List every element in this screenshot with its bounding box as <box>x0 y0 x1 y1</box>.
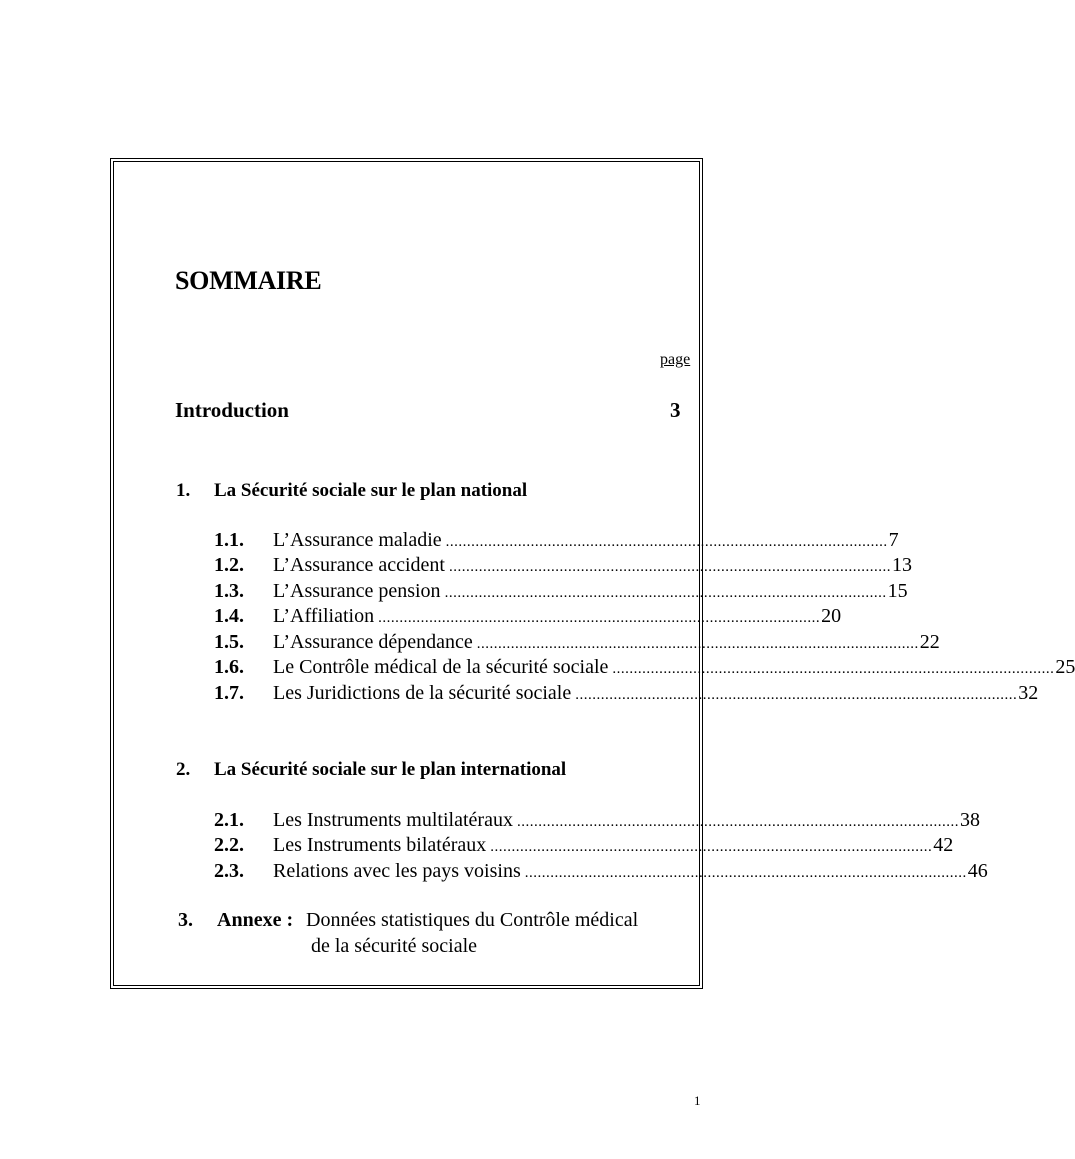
toc-entry[interactable] <box>214 655 1075 679</box>
dot-leader: ........................................................................................................ <box>476 636 919 652</box>
toc-entry-label: Relations avec les pays voisins <box>273 860 521 882</box>
toc-entry-label: L’Assurance pension <box>273 580 441 602</box>
toc-entry-label: Les Instruments bilatéraux <box>273 834 487 856</box>
toc-entry-number: 2.3. <box>214 860 244 882</box>
page-column-header: page <box>660 351 691 368</box>
toc-entry-page: 15 <box>887 580 908 602</box>
toc-entry-number: 1.6. <box>214 656 244 678</box>
toc-entry-page: 38 <box>959 809 980 831</box>
toc-entry-label: L’Assurance dépendance <box>273 631 473 653</box>
introduction-page-number: 3 <box>670 398 681 422</box>
toc-entry-page: 42 <box>933 834 954 856</box>
toc-entry-number: 1.2. <box>214 554 244 576</box>
dot-leader: ........................................................................................................ <box>524 865 967 881</box>
toc-entry-label: L’Assurance accident <box>273 554 445 576</box>
section-2-number: 2. <box>176 759 191 780</box>
section-2-title: La Sécurité sociale sur le plan international <box>214 759 567 780</box>
toc-entry-number: 1.4. <box>214 605 244 627</box>
toc-entry-number: 1.5. <box>214 631 244 653</box>
toc-entry[interactable] <box>214 859 988 883</box>
toc-entry-label: Les Juridictions de la sécurité sociale <box>273 682 572 704</box>
introduction-heading: Introduction <box>175 398 289 422</box>
dot-leader: ........................................................................................................ <box>575 687 1018 703</box>
toc-entry-label: Le Contrôle médical de la sécurité sociale <box>273 656 609 678</box>
annexe-label: Annexe : <box>217 909 294 931</box>
toc-entry-page: 20 <box>821 605 842 627</box>
toc-entry[interactable] <box>214 604 842 628</box>
dot-leader: ........................................................................................................ <box>490 839 933 855</box>
toc-entry-label: L’Assurance maladie <box>273 529 442 551</box>
dot-leader: ........................................................................................................ <box>448 559 891 575</box>
toc-entry-number: 1.1. <box>214 529 244 551</box>
toc-entry-label: Les Instruments multilatéraux <box>273 809 513 831</box>
dot-leader: ........................................................................................................ <box>516 814 959 830</box>
toc-entry-page: 25 <box>1055 656 1075 678</box>
section-1-number: 1. <box>176 480 191 501</box>
document-title: SOMMAIRE <box>175 266 322 295</box>
footer-page-number: 1 <box>694 1093 701 1108</box>
toc-entry-page: 22 <box>919 631 940 653</box>
annexe-description-line1: Données statistiques du Contrôle médical <box>306 909 639 931</box>
toc-entry-number: 1.3. <box>214 580 244 602</box>
dot-leader: ........................................................................................................ <box>445 534 888 550</box>
toc-entry-label: L’Affiliation <box>273 605 375 627</box>
annexe-number: 3. <box>178 909 193 931</box>
toc-entry[interactable] <box>214 833 954 857</box>
annexe-description-line2: de la sécurité sociale <box>311 935 478 957</box>
toc-entry[interactable] <box>214 630 940 654</box>
toc-entry-page: 46 <box>967 860 988 882</box>
toc-entry-page: 13 <box>891 554 912 576</box>
section-1-title: La Sécurité sociale sur le plan national <box>214 480 528 501</box>
toc-entry[interactable] <box>214 579 908 603</box>
dot-leader: ........................................................................................................ <box>444 585 887 601</box>
toc-entry[interactable] <box>214 553 912 577</box>
toc-entry[interactable] <box>214 808 980 832</box>
toc-entry-number: 2.2. <box>214 834 244 856</box>
toc-entry-page: 32 <box>1018 682 1039 704</box>
dot-leader: ........................................................................................................ <box>378 610 821 626</box>
toc-entry[interactable] <box>214 528 899 552</box>
toc-entry-number: 1.7. <box>214 682 244 704</box>
dot-leader: ........................................................................................................ <box>612 661 1055 677</box>
toc-entry-number: 2.1. <box>214 809 244 831</box>
toc-entry-page: 7 <box>888 529 899 551</box>
toc-entry[interactable] <box>214 681 1039 705</box>
